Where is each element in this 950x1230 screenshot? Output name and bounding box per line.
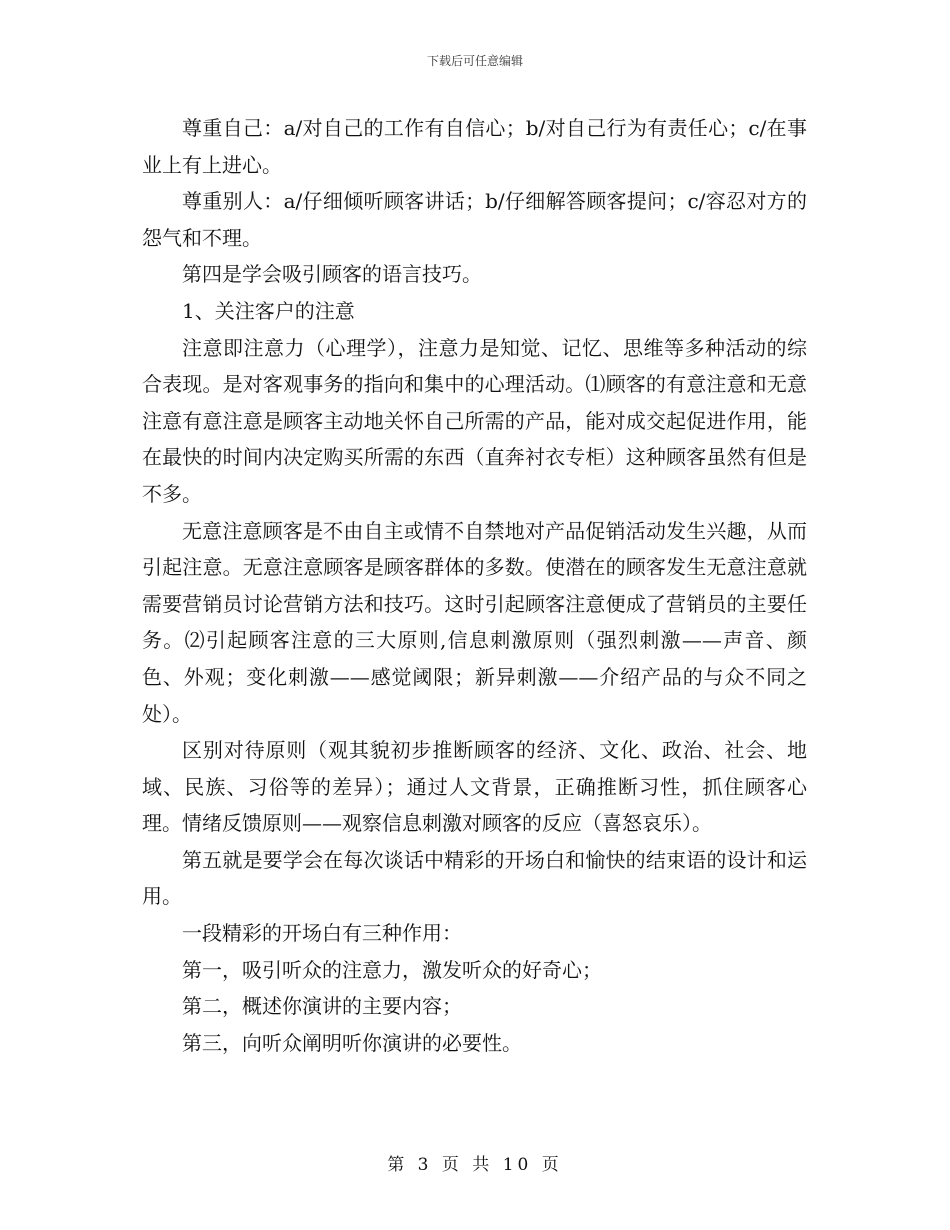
document-body <box>142 110 807 1061</box>
paragraph-first-function: 第一，吸引听众的注意力，激发听众的好奇心； <box>182 957 602 982</box>
paragraph-third-function: 第三，向听众阐明听你演讲的必要性。 <box>182 1030 522 1055</box>
paragraph-subheading-attention: 1、关注客户的注意 <box>182 298 355 323</box>
paragraph-section-four: 第四是学会吸引顾客的语言技巧。 <box>182 262 482 287</box>
page-number-footer: 第 3 页 共 10 页 <box>387 1155 563 1175</box>
paragraph-attention-definition: 注意即注意力（心理学），注意力是知觉、记忆、思维等多种活动的综合表现。是对客观事务的指向和集中的心理活动。⑴顾客的有意注意和无意注意有意注意是顾客主动地关怀自己所需的产品，能对成交起促进作用，能在最快的时间内决定购买所需的东西（直奔衬衣专柜）这种顾客虽然有但是不多。 <box>142 335 807 506</box>
paragraph-involuntary-attention: 无意注意顾客是不由自主或情不自禁地对产品促销活动发生兴趣，从而引起注意。无意注意顾客是顾客群体的多数。使潜在的顾客发生无意注意就需要营销员讨论营销方法和技巧。这时引起顾客注意便成了营销员的主要任务。⑵引起顾客注意的三大原则,信息刺激原则（强烈刺激——声音、颜色、外观；变化刺激——感觉阈限；新异刺激——介绍产品的与众不同之处）。 <box>142 518 807 726</box>
paragraph-opening-functions: 一段精彩的开场白有三种作用： <box>182 921 462 946</box>
page-header: 下载后可任意编辑 <box>426 54 523 68</box>
paragraph-respect-self: 尊重自己：a/对自己的工作有自信心；b/对自己行为有责任心；c/在事业上有上进心。 <box>142 116 807 177</box>
paragraph-differentiation-principle: 区别对待原则（观其貌初步推断顾客的经济、文化、政治、社会、地域、民族、习俗等的差异）；通过人文背景，正确推断习性，抓住顾客心理。情绪反馈原则——观察信息刺激对顾客的反应（喜怒哀乐）。 <box>142 738 807 836</box>
paragraph-respect-others: 尊重别人：a/仔细倾听顾客讲话；b/仔细解答顾客提问；c/容忍对方的怨气和不理。 <box>142 189 807 250</box>
paragraph-second-function: 第二，概述你演讲的主要内容； <box>182 994 462 1019</box>
paragraph-section-five: 第五就是要学会在每次谈话中精彩的开场白和愉快的结束语的设计和运用。 <box>142 847 807 909</box>
